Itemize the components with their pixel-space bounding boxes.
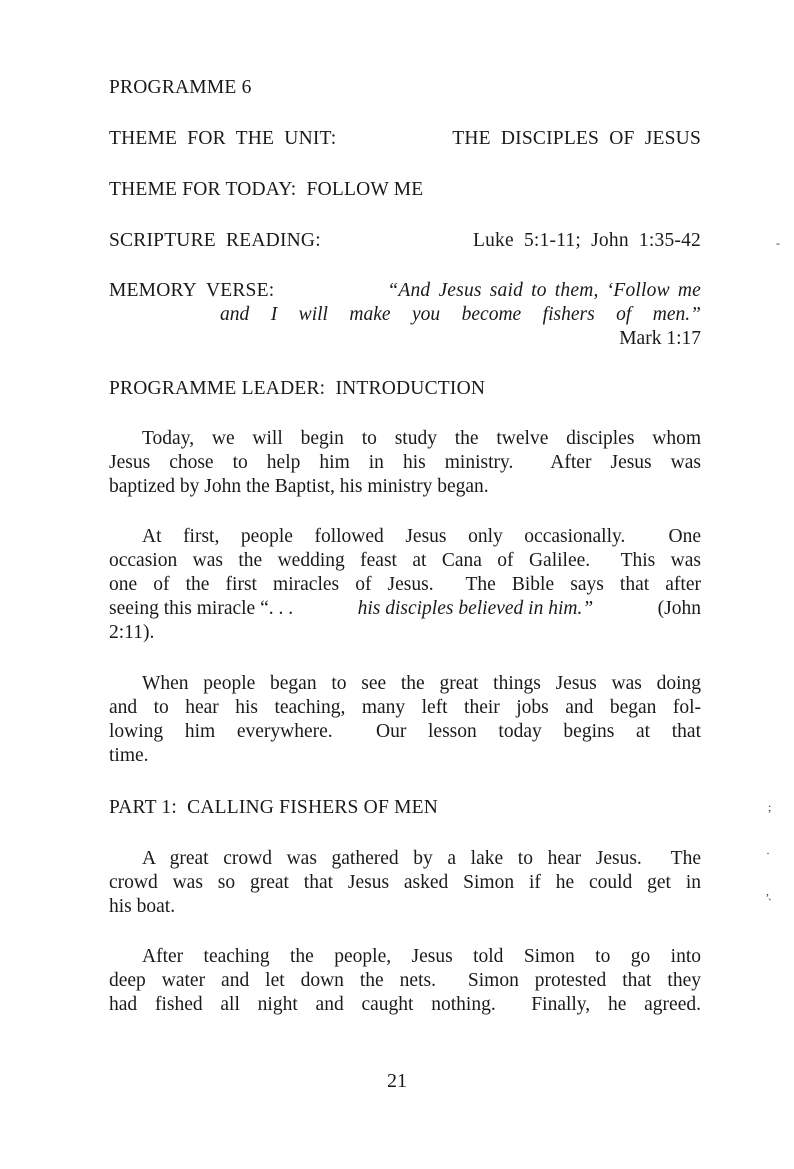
scripture-value: Luke 5:1-11; John 1:35-42	[472, 230, 701, 251]
para1-line3: baptized by John the Baptist, his ministry began.	[109, 476, 489, 497]
memory-verse-line2	[109, 303, 701, 327]
theme-today: THEME FOR TODAY: FOLLOW ME	[109, 179, 424, 200]
scan-mark: -	[776, 236, 780, 250]
para3-line2: and to hear his teaching, many left their jobs and began fol-	[109, 697, 701, 718]
para3-line1: When people began to see the great things Jesus was doing	[142, 673, 701, 694]
scan-mark: ;	[768, 800, 772, 814]
memory-verse-line1	[109, 279, 701, 303]
para5-line3: had fished all night and caught nothing. Finally, he agreed.	[109, 994, 701, 1015]
para2-line4-post: (John	[657, 598, 701, 619]
para2-line3: one of the first miracles of Jesus. The Bible says that after	[109, 574, 701, 595]
theme-unit-line	[109, 127, 701, 151]
para2-line5: 2:11).	[109, 622, 155, 643]
para2-line2: occasion was the wedding feast at Cana of Galilee. This was	[109, 550, 701, 571]
para2-line4	[109, 597, 701, 621]
programme-title: PROGRAMME 6	[109, 77, 252, 98]
scan-mark: ·	[766, 846, 770, 860]
memory-verse-text-1: “And Jesus said to them, ‘Follow me	[387, 280, 701, 301]
part1-heading: PART 1: CALLING FISHERS OF MEN	[109, 797, 439, 818]
leader-heading: PROGRAMME LEADER: INTRODUCTION	[109, 378, 486, 399]
para4-line2: crowd was so great that Jesus asked Simon if he could get in	[109, 872, 701, 893]
memory-verse-text-2: and I will make you become fishers of men.”	[220, 304, 701, 325]
para2-line1: At first, people followed Jesus only occasionally. One	[142, 526, 701, 547]
para1-line1: Today, we will begin to study the twelve disciples whom	[142, 428, 701, 449]
memory-verse-label: MEMORY VERSE:	[109, 280, 275, 301]
theme-unit-label: THEME FOR THE UNIT:	[109, 128, 337, 149]
scan-mark: `	[768, 896, 772, 910]
para2-line4-pre: seeing this miracle “. . .	[109, 598, 294, 619]
para5-line2: deep water and let down the nets. Simon protested that they	[109, 970, 701, 991]
memory-verse-ref: Mark 1:17	[619, 328, 701, 349]
para1-line2: Jesus chose to help him in his ministry. After Jesus was	[109, 452, 701, 473]
scan-mark: ,	[766, 884, 769, 898]
para3-line4: time.	[109, 745, 149, 766]
para4-line3: his boat.	[109, 896, 176, 917]
scripture-line	[109, 229, 701, 253]
para3-line3: lowing him everywhere. Our lesson today begins at that	[109, 721, 701, 742]
para4-line1: A great crowd was gathered by a lake to hear Jesus. The	[142, 848, 701, 869]
theme-unit-value: THE DISCIPLES OF JESUS	[452, 128, 701, 149]
para2-line4-italic: his disciples believed in him.”	[357, 598, 594, 619]
para5-line1: After teaching the people, Jesus told Simon to go into	[142, 946, 701, 967]
scripture-label: SCRIPTURE READING:	[109, 230, 321, 251]
page-number: 21	[387, 1070, 407, 1092]
